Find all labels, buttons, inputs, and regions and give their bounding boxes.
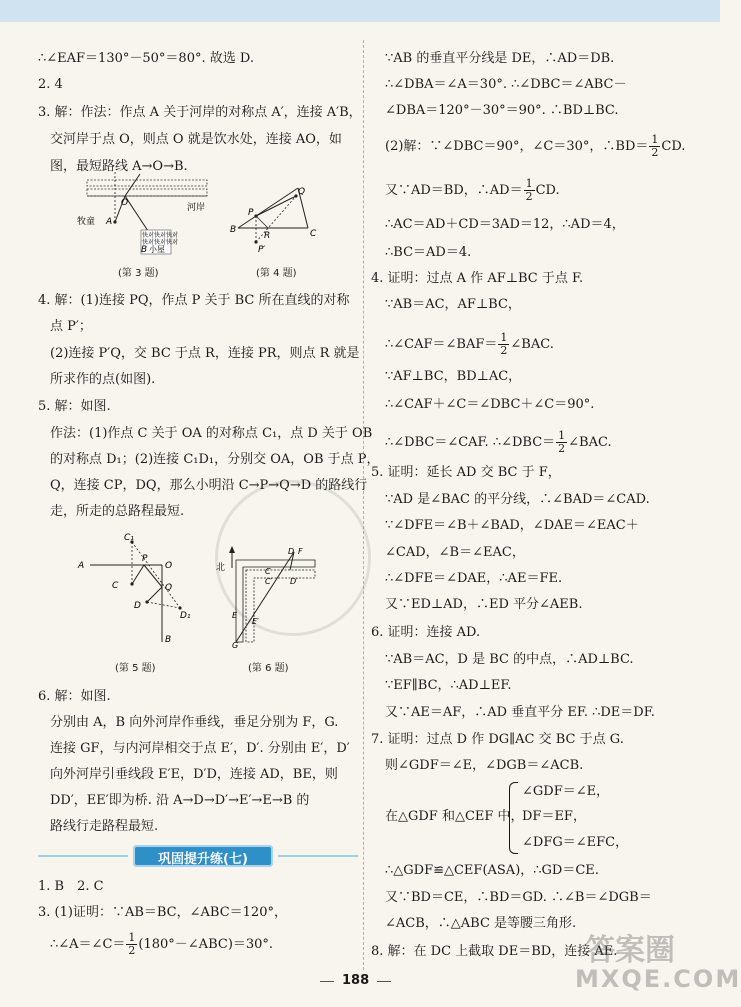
figure-6	[210, 542, 320, 654]
figure-3-label: A	[106, 217, 113, 227]
figure-4-label: P′	[258, 245, 266, 255]
right-line: ∴BC＝AD＝4.	[385, 245, 472, 260]
fraction: $\frac{1}{2}$	[558, 429, 566, 455]
left-line: 3. 解：作法：作点 A 关于河岸的对称点 A′，连接 A′B，	[38, 105, 362, 120]
figure-6-label: 北	[216, 563, 226, 573]
section-banner-title: 巩固提升练(七)	[158, 852, 248, 867]
left-line: 1. B 2. C	[38, 879, 104, 894]
fraction: $\frac{1}{2}$	[128, 931, 136, 957]
left-line: 6. 解：如图.	[38, 689, 111, 704]
figure-5-label: D	[134, 601, 141, 611]
left-line: 所求作的点(如图).	[50, 372, 156, 387]
right-line-fraction: 又∵AD＝BD，∴AD＝ $\frac{1}{2}$ CD.	[385, 177, 560, 203]
figure-5-label: O	[165, 561, 173, 571]
figure-5-label: C	[112, 581, 119, 591]
section-banner	[133, 845, 273, 867]
figure-5-label: A	[78, 561, 85, 571]
right-line: 则∠GDF＝∠E，∠DGB＝∠ACB.	[385, 758, 584, 773]
right-line: ∴∠DBA＝∠A＝30°. ∴∠DBC＝∠ABC－	[385, 77, 627, 92]
figure-6-label: C	[265, 567, 271, 576]
right-line: ∵AB 的垂直平分线是 DE，∴AD＝DB.	[385, 51, 615, 66]
fraction: $\frac{1}{2}$	[651, 133, 659, 159]
left-line: 作法：(1)作点 C 关于 OA 的对称点 C₁，点 D 关于 OB	[50, 426, 373, 441]
right-line: ∵AB＝AC，D 是 BC 的中点，∴AD⊥BC.	[385, 652, 634, 667]
right-line: ∠ACB，∴△ABC 是等腰三角形.	[385, 916, 577, 931]
figure-4-label: B	[230, 225, 237, 235]
column-divider	[363, 40, 364, 970]
right-line: 又∵BD＝CE，∴BD＝GD. ∴∠B＝∠DGB＝	[385, 890, 652, 905]
left-line: 路线行走路程最短.	[50, 819, 159, 834]
left-line: 2. 4	[38, 77, 63, 92]
figure-3-label: 快对快对快对	[142, 232, 179, 239]
figure-6-label: F	[298, 547, 303, 556]
right-line: ∵AB＝AC，AF⊥BC，	[385, 297, 521, 312]
figure-6-caption: (第 6 题)	[248, 663, 289, 674]
right-line: ∵EF∥BC，∴AD⊥EF.	[385, 678, 512, 693]
page-number: 188	[342, 973, 370, 988]
figure-3-label: 河岸	[187, 203, 206, 213]
right-line: ∠CAD，∠B＝∠EAC，	[385, 545, 525, 560]
right-line: 6. 证明：连接 AD.	[371, 625, 481, 640]
figure-3-caption: (第 3 题)	[118, 268, 159, 279]
figure-3-label: B	[141, 245, 148, 255]
fraction: $\frac{1}{2}$	[500, 331, 508, 357]
left-line: ∴∠EAF＝130°－50°＝80°. 故选 D.	[38, 51, 254, 66]
left-line: Q，连接 CP，DQ，那么小明沿 C→P→Q→D 的路线行	[50, 478, 368, 493]
figure-4-label: C	[310, 229, 317, 239]
equation-system-line: DF＝EF，	[522, 809, 586, 824]
right-line: ∴∠CAF＋∠C＝∠DBC＋∠C＝90°.	[385, 397, 595, 412]
equation-system-line: ∠GDF＝∠E，	[522, 784, 610, 799]
left-last-suffix: (180°－∠ABC)＝30°.	[138, 937, 274, 952]
left-line: (2)连接 P′Q，交 BC 于点 R，连接 PR，则点 R 就是	[50, 346, 360, 361]
left-line: 交河岸于点 O，则点 O 就是饮水处，连接 AO，如	[50, 132, 342, 147]
figure-5-label: C₁	[124, 533, 134, 543]
left-line-fraction	[50, 932, 273, 957]
left-line: 走，所走的总路程最短.	[50, 504, 185, 519]
figure-3-label: 快对快对快对	[142, 239, 179, 246]
right-line-fraction: (2)解：∵∠DBC＝90°，∠C＝30°，∴BD＝ $\frac{1}{2}$ CD.	[385, 133, 686, 159]
figure-5	[72, 530, 202, 655]
right-line: ∴AC＝AD＋CD＝3AD＝12，∴AD＝4，	[385, 217, 625, 232]
figure-5-label: P	[142, 554, 148, 564]
figure-6-label: E′	[252, 617, 259, 626]
right-line: ∠DBA＝120°－30°＝90°. ∴BD⊥BC.	[385, 103, 619, 118]
header-shadow	[0, 0, 720, 22]
figure-4-label: P	[248, 208, 254, 218]
left-line: 图，最短路线 A→O→B.	[50, 159, 188, 174]
left-line: 的对称点 D₁；(2)连接 C₁D₁，分别交 OA，OB 于点 P，	[50, 452, 380, 467]
left-line: DD′，EE′即为桥. 沿 A→D→D′→E′→E→B 的	[50, 793, 310, 808]
left-line: 4. 解：(1)连接 PQ，作点 P 关于 BC 所在直线的对称	[38, 293, 350, 308]
fraction: $\frac{1}{2}$	[525, 177, 533, 203]
right-line: 又∵ED⊥AD，∴ED 平分∠AEB.	[385, 597, 583, 612]
figure-6-label: G	[232, 641, 239, 650]
right-line: 7. 证明：过点 D 作 DG∥AC 交 BC 于点 G.	[371, 732, 624, 747]
right-line: 4. 证明：过点 A 作 AF⊥BC 于点 F.	[371, 271, 584, 286]
figure-3-label: O	[121, 198, 129, 208]
right-line-fraction: ∴∠CAF＝∠BAF＝ $\frac{1}{2}$ ∠BAC.	[385, 331, 554, 357]
figure-5-label: Q	[165, 583, 173, 593]
left-line: 5. 解：如图.	[38, 399, 111, 414]
right-line-fraction: ∴∠DBC＝∠CAF. ∴∠DBC＝ $\frac{1}{2}$ ∠BAC.	[385, 429, 612, 455]
figure-6-label: E	[232, 611, 238, 620]
left-last-prefix: ∴∠A＝∠C＝	[50, 937, 126, 952]
right-line: ∴∠DFE＝∠DAE，∴AE＝FE.	[385, 571, 563, 586]
figure-6-label: D	[288, 547, 295, 556]
figure-3-label: 小屋	[149, 245, 165, 254]
figure-3	[75, 172, 220, 264]
right-line: 5. 证明：延长 AD 交 BC 于 F，	[371, 465, 561, 480]
figure-6-label: C′	[265, 577, 273, 586]
left-line: 连接 GF，与内河岸相交于点 E′，D′. 分别由 E′，D′	[50, 741, 350, 756]
figure-5-label: B	[165, 635, 172, 645]
right-line: ∴△GDF≌△CEF(ASA)，∴GD＝CE.	[385, 863, 599, 878]
left-line: 向外河岸引垂线段 E′E，D′D，连接 AD，BE，则	[50, 767, 338, 782]
right-line: 8. 解：在 DC 上截取 DE＝BD，连接 AE.	[371, 944, 618, 959]
figure-6-label: D′	[290, 577, 298, 586]
figure-4-label: Q	[298, 187, 306, 197]
banner-rule	[38, 855, 128, 857]
left-line: 3. (1)证明：∵AB＝BC，∠ABC＝120°，	[38, 905, 287, 920]
equation-system-line: ∠DFG＝∠EFC，	[522, 835, 629, 850]
right-line: ∵∠DFE＝∠B＋∠BAD，∠DAE＝∠EAC＋	[385, 518, 639, 533]
left-line: 分别由 A，B 向外河岸作垂线，垂足分别为 F，G.	[50, 715, 339, 730]
figure-4	[228, 180, 328, 255]
left-line: 点 P′；	[50, 319, 92, 334]
banner-rule	[278, 855, 358, 857]
right-line: ∵AD 是∠BAC 的平分线，∴∠BAD＝∠CAD.	[385, 492, 650, 507]
figure-5-caption: (第 5 题)	[115, 663, 156, 674]
figure-3-label: 牧童	[77, 217, 96, 227]
figure-4-label: R	[264, 231, 271, 241]
right-line: 在△GDF 和△CEF 中，	[385, 809, 524, 824]
right-line: 又∵AE＝AF，∴AD 垂直平分 EF. ∴DE＝DF.	[385, 705, 655, 720]
right-line: ∵AF⊥BC，BD⊥AC，	[385, 369, 522, 384]
figure-5-label: D₁	[180, 611, 191, 621]
figure-4-caption: (第 4 题)	[256, 268, 297, 279]
watermark: 答案圈 MXQE.COM	[575, 933, 741, 993]
